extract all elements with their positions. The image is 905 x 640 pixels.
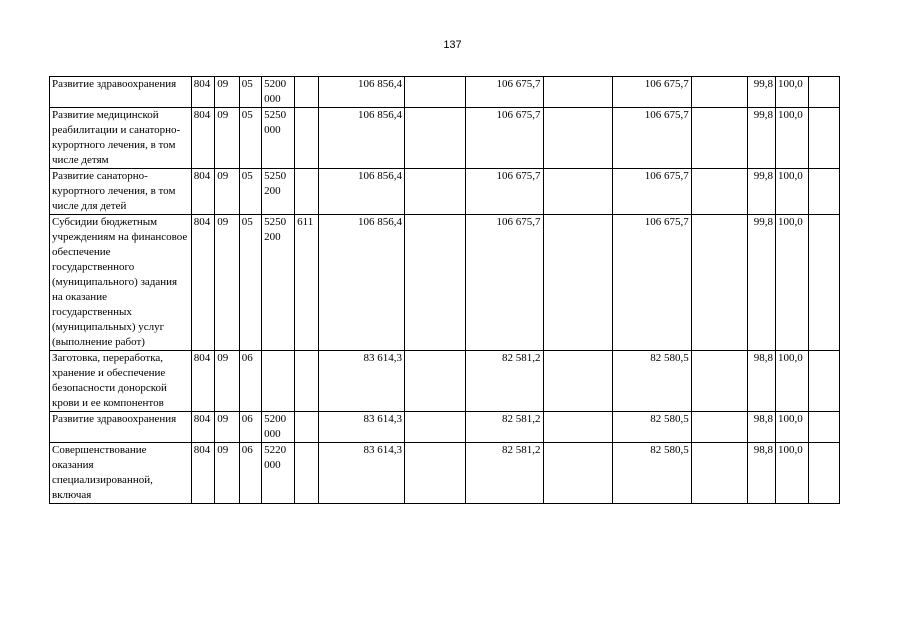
cell-executed-amount: 82 580,5: [612, 443, 691, 504]
cell-expense-type-code: [295, 108, 318, 169]
cell-ministry-code: 804: [191, 351, 214, 412]
cell-expense-type-code: [295, 169, 318, 215]
cell-approved-amount: 83 614,3: [318, 443, 404, 504]
cell-executed-amount: 106 675,7: [612, 215, 691, 351]
cell-percent-approved: 98,8: [748, 412, 776, 443]
cell-percent-refined: 100,0: [775, 443, 808, 504]
cell-percent-refined: 100,0: [775, 108, 808, 169]
cell-empty: [543, 215, 612, 351]
row-name: Развитие медицинской реабилитации и санаторно-курортного лечения, в том числе детям: [50, 108, 192, 169]
cell-refined-amount: 106 675,7: [465, 215, 543, 351]
table-row: [50, 215, 840, 351]
cell-approved-amount: 106 856,4: [318, 215, 404, 351]
cell-empty: [543, 108, 612, 169]
cell-empty: [809, 412, 840, 443]
cell-empty: [691, 169, 748, 215]
cell-refined-amount: 106 675,7: [465, 169, 543, 215]
row-name: Субсидии бюджетным учреждениям на финансовое обеспечение государственного (муниципального) задания на оказание государственных (муниципальных) услуг (выполнение работ): [50, 215, 192, 351]
budget-table: [49, 76, 840, 504]
cell-target-code: 5220 000: [262, 443, 295, 504]
cell-section-code: 09: [215, 215, 240, 351]
row-name: Развитие санаторно-курортного лечения, в том числе для детей: [50, 169, 192, 215]
cell-percent-approved: 99,8: [748, 77, 776, 108]
cell-percent-refined: 100,0: [775, 351, 808, 412]
cell-refined-amount: 106 675,7: [465, 77, 543, 108]
cell-executed-amount: 106 675,7: [612, 77, 691, 108]
cell-ministry-code: 804: [191, 412, 214, 443]
cell-approved-amount: 106 856,4: [318, 108, 404, 169]
cell-approved-amount: 83 614,3: [318, 351, 404, 412]
cell-percent-refined: 100,0: [775, 169, 808, 215]
cell-subsection-code: 06: [239, 443, 261, 504]
table-row: [50, 108, 840, 169]
cell-target-code: 5200 000: [262, 77, 295, 108]
cell-executed-amount: 82 580,5: [612, 412, 691, 443]
cell-ministry-code: 804: [191, 169, 214, 215]
cell-percent-refined: 100,0: [775, 412, 808, 443]
cell-empty: [404, 108, 465, 169]
cell-subsection-code: 06: [239, 412, 261, 443]
cell-percent-approved: 99,8: [748, 108, 776, 169]
cell-subsection-code: 05: [239, 108, 261, 169]
cell-empty: [404, 443, 465, 504]
row-name: Заготовка, переработка, хранение и обеспечение безопасности донорской крови и ее компонентов: [50, 351, 192, 412]
cell-empty: [691, 215, 748, 351]
cell-expense-type-code: [295, 412, 318, 443]
table-row: [50, 351, 840, 412]
cell-target-code: 5250 200: [262, 215, 295, 351]
cell-empty: [691, 77, 748, 108]
table-row: [50, 77, 840, 108]
cell-percent-approved: 99,8: [748, 215, 776, 351]
table-row: [50, 443, 840, 504]
cell-empty: [691, 351, 748, 412]
cell-percent-refined: 100,0: [775, 77, 808, 108]
cell-target-code: [262, 351, 295, 412]
cell-executed-amount: 106 675,7: [612, 108, 691, 169]
cell-subsection-code: 05: [239, 169, 261, 215]
cell-subsection-code: 06: [239, 351, 261, 412]
cell-empty: [691, 412, 748, 443]
cell-percent-approved: 98,8: [748, 443, 776, 504]
cell-empty: [543, 77, 612, 108]
row-name: Совершенствование оказания специализированной, включая: [50, 443, 192, 504]
cell-approved-amount: 106 856,4: [318, 169, 404, 215]
cell-expense-type-code: [295, 77, 318, 108]
cell-empty: [404, 351, 465, 412]
cell-empty: [809, 351, 840, 412]
cell-section-code: 09: [215, 169, 240, 215]
cell-percent-approved: 98,8: [748, 351, 776, 412]
cell-section-code: 09: [215, 351, 240, 412]
cell-approved-amount: 83 614,3: [318, 412, 404, 443]
row-name: Развитие здравоохранения: [50, 412, 192, 443]
cell-empty: [543, 169, 612, 215]
cell-empty: [691, 108, 748, 169]
cell-percent-refined: 100,0: [775, 215, 808, 351]
cell-section-code: 09: [215, 77, 240, 108]
cell-approved-amount: 106 856,4: [318, 77, 404, 108]
cell-empty: [543, 443, 612, 504]
cell-expense-type-code: 611: [295, 215, 318, 351]
row-name: Развитие здравоохранения: [50, 77, 192, 108]
cell-subsection-code: 05: [239, 215, 261, 351]
cell-subsection-code: 05: [239, 77, 261, 108]
cell-ministry-code: 804: [191, 443, 214, 504]
cell-executed-amount: 82 580,5: [612, 351, 691, 412]
cell-refined-amount: 82 581,2: [465, 351, 543, 412]
cell-empty: [404, 77, 465, 108]
cell-empty: [691, 443, 748, 504]
cell-empty: [809, 443, 840, 504]
cell-section-code: 09: [215, 412, 240, 443]
cell-executed-amount: 106 675,7: [612, 169, 691, 215]
cell-percent-approved: 99,8: [748, 169, 776, 215]
cell-empty: [404, 169, 465, 215]
cell-ministry-code: 804: [191, 215, 214, 351]
cell-section-code: 09: [215, 108, 240, 169]
cell-target-code: 5200 000: [262, 412, 295, 443]
cell-empty: [809, 108, 840, 169]
cell-refined-amount: 106 675,7: [465, 108, 543, 169]
cell-refined-amount: 82 581,2: [465, 443, 543, 504]
cell-empty: [809, 215, 840, 351]
page-number: 137: [443, 39, 462, 51]
cell-empty: [404, 412, 465, 443]
cell-expense-type-code: [295, 351, 318, 412]
cell-refined-amount: 82 581,2: [465, 412, 543, 443]
cell-empty: [404, 215, 465, 351]
cell-ministry-code: 804: [191, 77, 214, 108]
cell-ministry-code: 804: [191, 108, 214, 169]
cell-section-code: 09: [215, 443, 240, 504]
cell-empty: [543, 412, 612, 443]
cell-expense-type-code: [295, 443, 318, 504]
table-row: [50, 169, 840, 215]
table-row: [50, 412, 840, 443]
cell-empty: [809, 169, 840, 215]
cell-target-code: 5250 000: [262, 108, 295, 169]
cell-empty: [543, 351, 612, 412]
cell-target-code: 5250 200: [262, 169, 295, 215]
cell-empty: [809, 77, 840, 108]
